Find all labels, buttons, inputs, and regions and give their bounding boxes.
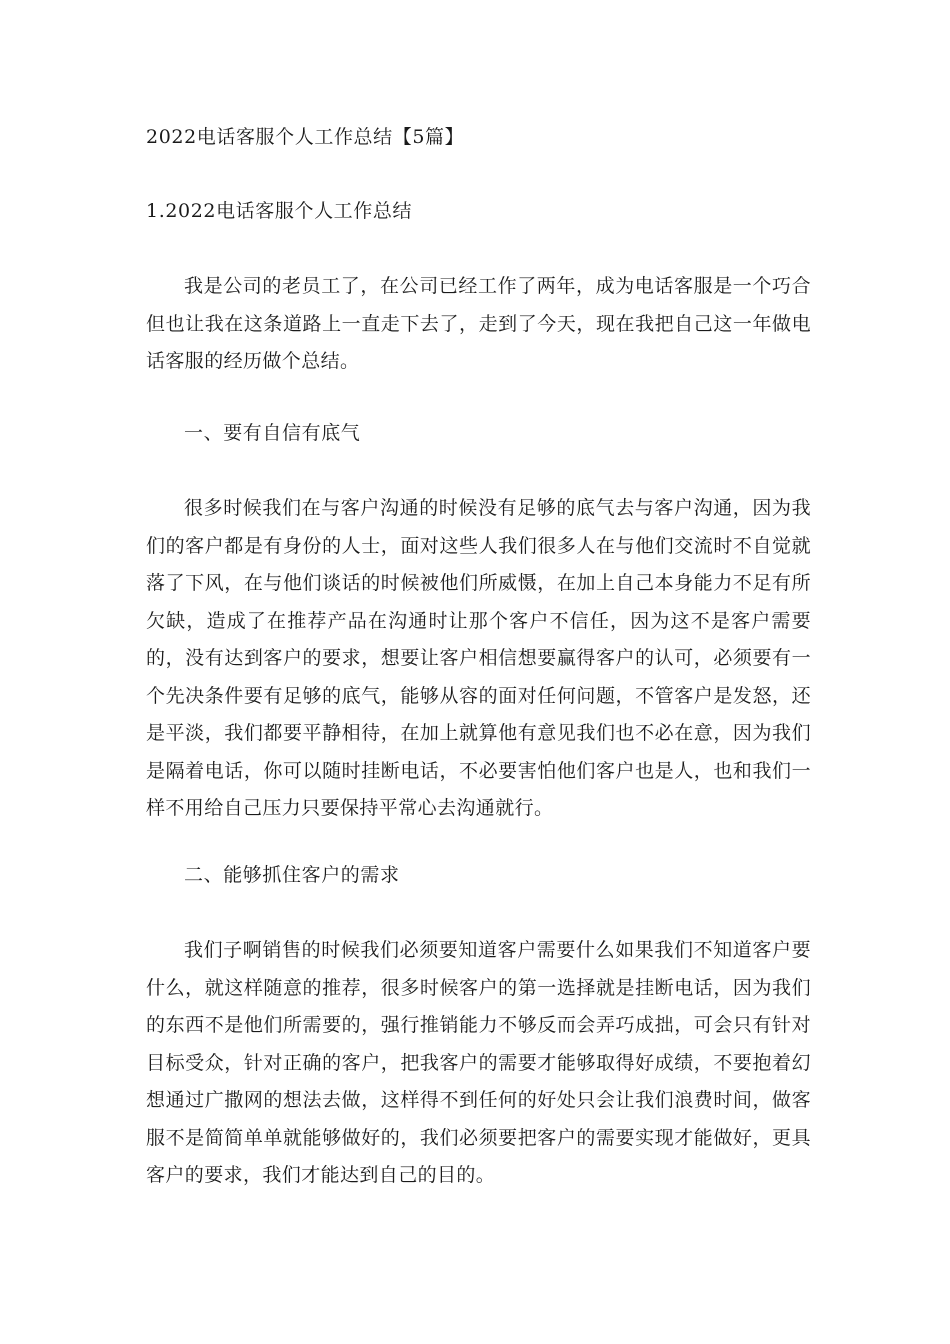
document-title: 2022电话客服个人工作总结【5篇】	[146, 126, 465, 148]
paragraph-customer-needs: 我们子啊销售的时候我们必须要知道客户需要什么如果我们不知道客户要什么，就这样随意的推荐，很多时候客户的第一选择就是挂断电话，因为我们的东西不是他们所需要的，强行推销能力不够反而会弄巧成拙，可会只有针对目标受众，针对正确的客户，把我客户的需要才能够取得好成绩，不要抱着幻想通过广撒网的想法去做，这样得不到任何的好处只会让我们浪费时间，做客服不是简简单单就能够做好的，我们必须要把客户的需要实现才能做好，更具客户的要求，我们才能达到自己的目的。	[146, 939, 811, 1186]
paragraph-intro: 我是公司的老员工了，在公司已经工作了两年，成为电话客服是一个巧合但也让我在这条道路上一直走下去了，走到了今天，现在我把自己这一年做电话客服的经历做个总结。	[146, 275, 811, 372]
section-title: 1.2022电话客服个人工作总结	[146, 200, 413, 222]
paragraph-confidence: 很多时候我们在与客户沟通的时候没有足够的底气去与客户沟通，因为我们的客户都是有身份的人士，面对这些人我们很多人在与他们交流时不自觉就落了下风，在与他们谈话的时候被他们所威慑，在加上自己本身能力不足有所欠缺，造成了在推荐产品在沟通时让那个客户不信任，因为这不是客户需要的，没有达到客户的要求，想要让客户相信想要赢得客户的认可，必须要有一个先决条件要有足够的底气，能够从容的面对任何问题，不管客户是发怒，还是平淡，我们都要平静相待，在加上就算他有意见我们也不必在意，因为我们是隔着电话，你可以随时挂断电话，不必要害怕他们客户也是人，也和我们一样不用给自己压力只要保持平常心去沟通就行。	[146, 497, 811, 819]
heading-customer-needs: 二、能够抓住客户的需求	[184, 864, 400, 886]
heading-confidence: 一、要有自信有底气	[184, 422, 361, 444]
